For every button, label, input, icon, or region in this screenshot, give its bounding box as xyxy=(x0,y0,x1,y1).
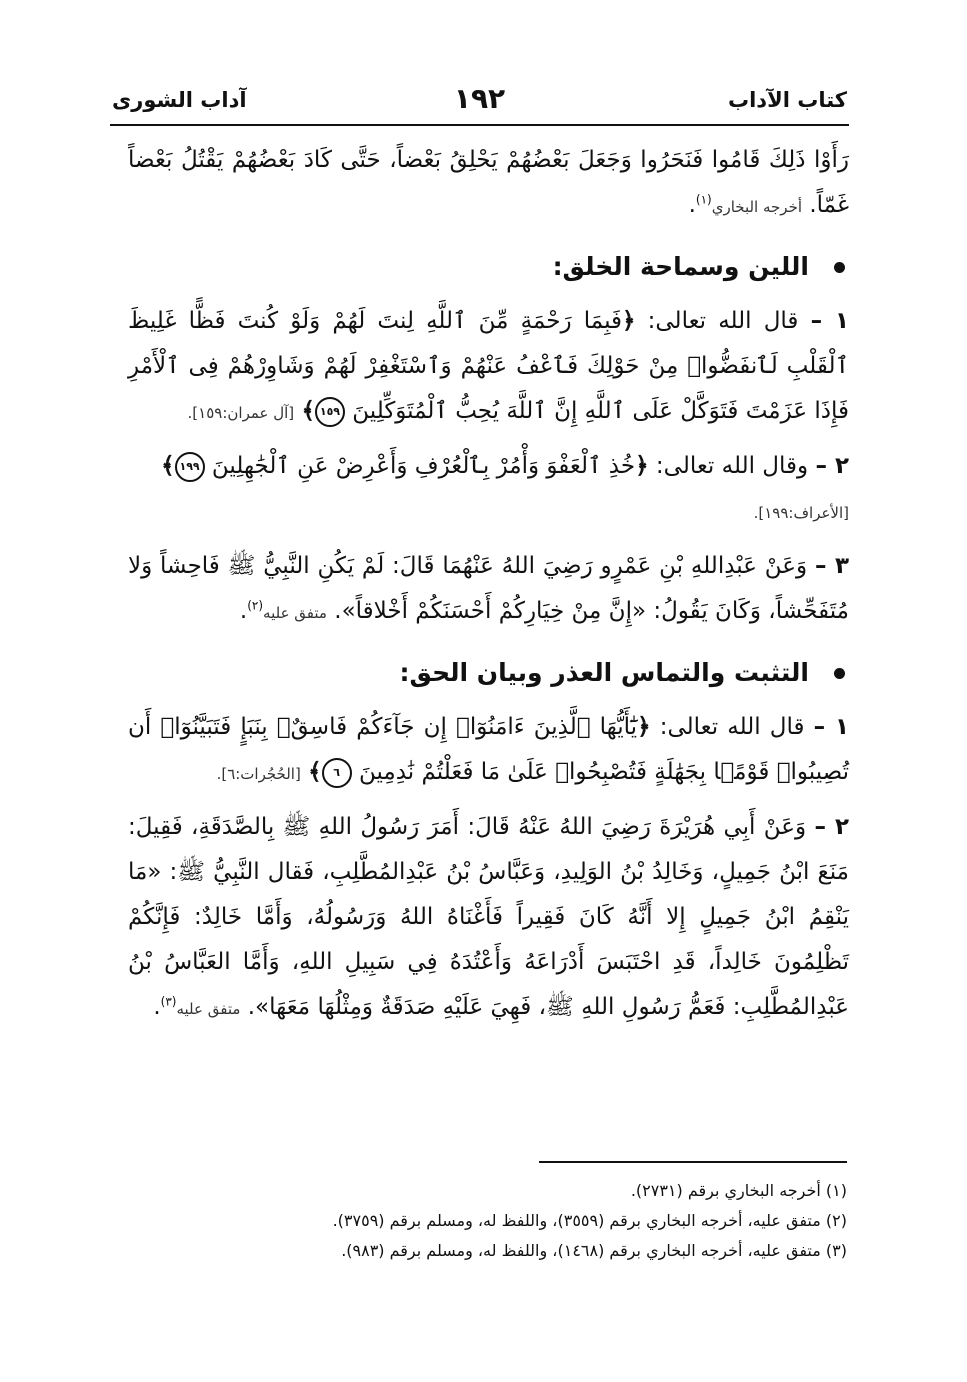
footnote-2: (٢) متفق عليه، أخرجه البخاري برقم (٣٥٥٩)، واللفظ له، ومسلم برقم (٣٧٥٩). xyxy=(332,1211,847,1230)
chapter-title: كتاب الآداب xyxy=(728,88,847,112)
item-number: ٢ – xyxy=(815,453,849,479)
ayah-number-marker: ١٩٩ xyxy=(175,452,205,482)
section-title: آداب الشورى xyxy=(112,88,247,112)
footnote-3: (٣) متفق عليه، أخرجه البخاري برقم (١٤٦٨)، واللفظ له، ومسلم برقم (٩٨٣). xyxy=(341,1241,847,1260)
hadith-text: وَعَنْ عَبْدِاللهِ بْنِ عَمْرٍو رَضِيَ اللهُ عَنْهُمَا قَالَ: لَمْ يَكُنِ النَّبِيُّ ﷺ فَاحِشاً وَلا مُتَفَحِّشاً، وَكَانَ يَقُولُ: «إِنَّ مِنْ خِيَارِكُمْ أَحْسَنَكُمْ أَخْلاقاً». xyxy=(128,553,849,624)
list-item: ١ – قال الله تعالى: ﴿يَٰٓأَيُّهَا ٱلَّذِينَ ءَامَنُوٓا۟ إِن جَآءَكُمْ فَاسِقٌۢ بِنَبَإٍ فَتَبَيَّنُوٓا۟ أَن تُصِيبُوا۟ قَوْمًۢا بِجَهَٰلَةٍ فَتُصْبِحُوا۟ عَلَىٰ مَا فَعَلْتُمْ نَٰدِمِينَ ٦﴾ [الحُجُرات:٦]. xyxy=(128,705,849,797)
quran-verse: خُذِ ٱلْعَفْوَ وَأْمُرْ بِٱلْعُرْفِ وَأَعْرِضْ عَنِ ٱلْجَٰهِلِينَ xyxy=(211,453,636,479)
item-number: ٣ – xyxy=(814,553,849,579)
footnote-ref-3: (٣) xyxy=(160,994,177,1009)
quran-verse: يَٰٓأَيُّهَا ٱلَّذِينَ ءَامَنُوٓا۟ إِن جَآءَكُمْ فَاسِقٌۢ بِنَبَإٍ فَتَبَيَّنُوٓا۟ أَن تُصِيبُوا۟ قَوْمًۢا بِجَهَٰلَةٍ فَتُصْبِحُوا۟ عَلَىٰ مَا فَعَلْتُمْ نَٰدِمِينَ xyxy=(128,714,849,785)
footnotes xyxy=(128,1176,847,1266)
section-title-text: التثبت والتماس العذر وبيان الحق: xyxy=(399,658,809,687)
bullet-icon xyxy=(834,668,845,679)
list-item: ١ – قال الله تعالى: ﴿فَبِمَا رَحْمَةٍ مِّنَ ٱللَّهِ لِنتَ لَهُمْ وَلَوْ كُنتَ فَظًّا غَلِيظَ ٱلْقَلْبِ لَٱنفَضُّوا۟ مِنْ حَوْلِكَ فَٱعْفُ عَنْهُمْ وَٱسْتَغْفِرْ لَهُمْ وَشَاوِرْهُمْ فِى ٱلْأَمْرِ فَإِذَا عَزَمْتَ فَتَوَكَّلْ عَلَى ٱللَّهِ إِنَّ ٱللَّهَ يُحِبُّ ٱلْمُتَوَكِّلِينَ ١٥٩﴾ [آل عمران:١٥٩]. xyxy=(128,299,849,436)
intro-text: رَأَوْا ذَلِكَ قَامُوا فَنَحَرُوا وَجَعَلَ بَعْضُهُمْ يَحْلِقُ بَعْضاً، حَتَّى كَادَ بَعْضُهُمْ يَقْتُلُ بَعْضاً غَمّاً. xyxy=(128,147,849,218)
page-header xyxy=(112,80,847,124)
header-divider xyxy=(110,124,849,126)
item-lead: وقال الله تعالى: xyxy=(655,453,809,479)
section-title-text: اللين وسماحة الخلق: xyxy=(552,252,809,281)
list-item: ٢ – وَعَنْ أَبِي هُرَيْرَةَ رَضِيَ اللهُ عَنْهُ قَالَ: أَمَرَ رَسُولُ اللهِ ﷺ بِالصَّدَقَةِ، فَقِيلَ: مَنَعَ ابْنُ جَمِيلٍ، وَخَالِدُ بْنُ الوَلِيدِ، وَعَبَّاسُ بْنُ عَبْدِالمُطَّلِبِ، فَقال النَّبِيُّ ﷺ: «مَا يَنْقِمُ ابْنُ جَمِيلٍ إِلا أَنَّهُ كَانَ فَقِيراً فَأَغْنَاهُ اللهُ وَرَسُولُهُ، وَأَمَّا خَالِدٌ: فَإِنَّكُمْ تَظْلِمُونَ خَالِداً، قَدِ احْتَبَسَ أَدْرَاعَهُ وَأَعْتُدَهُ فِي سَبِيلِ اللهِ، وَأَمَّا العَبَّاسُ بْنُ عَبْدِالمُطَّلِبِ: فَعَمُّ رَسُولِ اللهِ ﷺ، فَهِيَ عَلَيْهِ صَدَقَةٌ وَمِثْلُهَا مَعَهَا». متفق عليه$^{(٣)}$. xyxy=(128,814,849,1020)
section-heading-verification xyxy=(128,650,849,695)
verse-reference: [الحُجُرات:٦]. xyxy=(216,765,301,783)
verse-reference: [الأعراف:١٩٩]. xyxy=(753,504,849,522)
item-number: ٢ – xyxy=(814,814,849,840)
hadith-text: وَعَنْ أَبِي هُرَيْرَةَ رَضِيَ اللهُ عَنْهُ قَالَ: أَمَرَ رَسُولُ اللهِ ﷺ بِالصَّدَقَةِ، فَقِيلَ: مَنَعَ ابْنُ جَمِيلٍ، وَخَالِدُ بْنُ الوَلِيدِ، وَعَبَّاسُ بْنُ عَبْدِالمُطَّلِبِ، فَقال النَّبِيُّ ﷺ: «مَا يَنْقِمُ ابْنُ جَمِيلٍ إِلا أَنَّهُ كَانَ فَقِيراً فَأَغْنَاهُ اللهُ وَرَسُولُهُ، وَأَمَّا خَالِدٌ: فَإِنَّكُمْ تَظْلِمُونَ خَالِداً، قَدِ احْتَبَسَ أَدْرَاعَهُ وَأَعْتُدَهُ فِي سَبِيلِ اللهِ، وَأَمَّا العَبَّاسُ بْنُ عَبْدِالمُطَّلِبِ: فَعَمُّ رَسُولِ اللهِ ﷺ، فَهِيَ عَلَيْهِ صَدَقَةٌ وَمِثْلُهَا مَعَهَا». xyxy=(128,814,849,1020)
source-note: أخرجه البخاري xyxy=(711,198,803,216)
item-lead: قال الله تعالى: xyxy=(647,308,799,334)
ayah-number-marker: ٦ xyxy=(322,758,352,788)
page-number: ١٩٢ xyxy=(453,82,506,115)
source-note: متفق عليه xyxy=(176,1000,241,1018)
quran-verse: فَبِمَا رَحْمَةٍ مِّنَ ٱللَّهِ لِنتَ لَهُمْ وَلَوْ كُنتَ فَظًّا غَلِيظَ ٱلْقَلْبِ لَٱنفَضُّوا۟ مِنْ حَوْلِكَ فَٱعْفُ عَنْهُمْ وَٱسْتَغْفِرْ لَهُمْ وَشَاوِرْهُمْ فِى ٱلْأَمْرِ فَإِذَا عَزَمْتَ فَتَوَكَّلْ عَلَى ٱللَّهِ إِنَّ ٱللَّهَ يُحِبُّ ٱلْمُتَوَكِّلِينَ xyxy=(128,308,849,424)
footnote-ref-2: (٢) xyxy=(247,598,264,613)
page-body xyxy=(128,138,849,1040)
item-number: ١ – xyxy=(810,308,849,334)
source-note: متفق عليه xyxy=(263,604,327,622)
item-lead: قال الله تعالى: xyxy=(659,714,805,740)
footnote-ref-1: (١) xyxy=(695,192,712,207)
list-item: ٢ – وقال الله تعالى: ﴿خُذِ ٱلْعَفْوَ وَأْمُرْ بِٱلْعُرْفِ وَأَعْرِضْ عَنِ ٱلْجَٰهِلِينَ ١٩٩﴾ [الأعراف:١٩٩]. xyxy=(161,453,849,522)
ayah-number-marker: ١٥٩ xyxy=(315,397,345,427)
item-number: ١ – xyxy=(813,714,849,740)
intro-paragraph: رَأَوْا ذَلِكَ قَامُوا فَنَحَرُوا وَجَعَلَ بَعْضُهُمْ يَحْلِقُ بَعْضاً، حَتَّى كَادَ بَعْضُهُمْ يَقْتُلُ بَعْضاً غَمّاً. أخرجه البخاري$^{(١)}$. xyxy=(128,147,849,218)
footnote-divider xyxy=(539,1161,847,1163)
verse-reference: [آل عمران:١٥٩]. xyxy=(187,404,295,422)
footnote-1: (١) أخرجه البخاري برقم (٢٧٣١). xyxy=(630,1181,847,1200)
section-heading-gentleness xyxy=(128,244,849,289)
bullet-icon xyxy=(834,262,845,273)
list-item: ٣ – وَعَنْ عَبْدِاللهِ بْنِ عَمْرٍو رَضِيَ اللهُ عَنْهُمَا قَالَ: لَمْ يَكُنِ النَّبِيُّ ﷺ فَاحِشاً وَلا مُتَفَحِّشاً، وَكَانَ يَقُولُ: «إِنَّ مِنْ خِيَارِكُمْ أَحْسَنَكُمْ أَخْلاقاً». متفق عليه$^{(٢)}$. xyxy=(128,553,849,624)
